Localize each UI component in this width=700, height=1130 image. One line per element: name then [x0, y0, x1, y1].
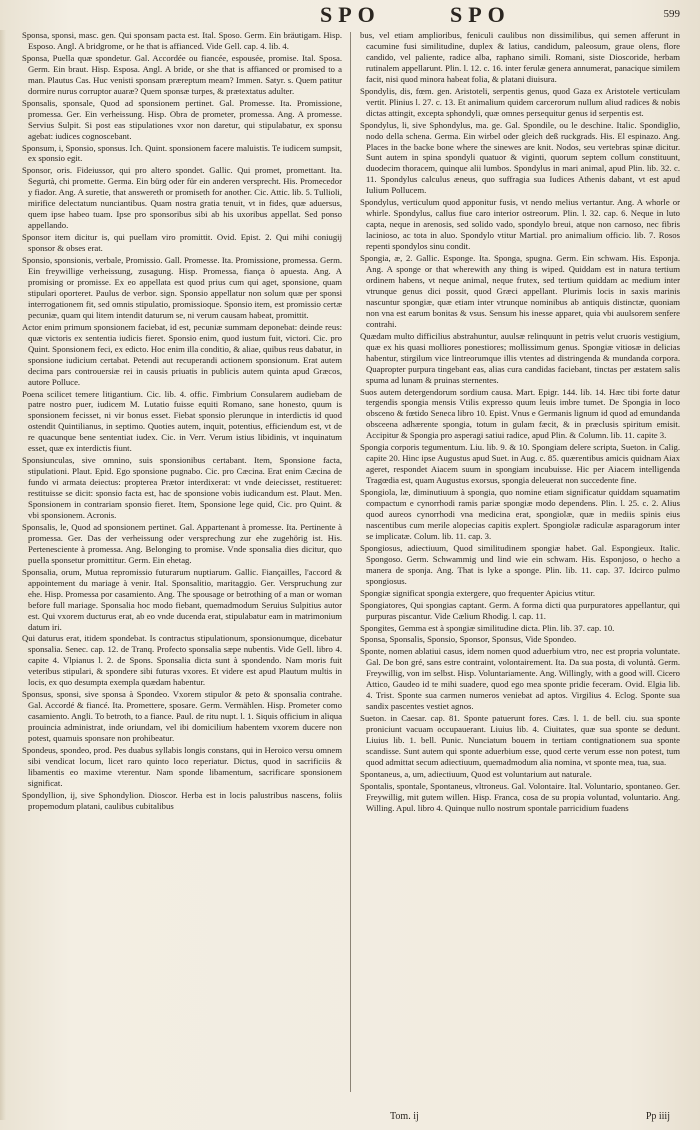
- binding-shadow: [0, 30, 6, 1120]
- dictionary-entry: Sponsiunculas, sive omnino, suis sponsionibus certabant. Item, Sponsione facta, stipulationi. Plaut. Epid. Ego sponsione pugnabo. Cic. pro Cæcina. Erat enim Cæcina de fundo vi armata deiectus: propterea Prætor interdixerat: vt vnde deiecisset, restitueret: restituisse se dicit: sponsio facta est, hac de sponsione vobis iudicandum est. Plaut. Men. Sponsionem in contrariam sponsio fieret. Item, Sponsione lege quid, Cic. pro Quint. & vbi sponsionem. Acronis.: [22, 455, 342, 520]
- dictionary-entry: Spondylis, dis, fœm. gen. Aristoteli, serpentis genus, quod Gaza ex Aristotele verticulam vertit. Plinius l. 27. c. 13. Et animalium quidem carcerorum nullum aliud radices & nobis dictas attingit, excepta sphondyli, quæ omnes persequitur genus id serpentis est.: [360, 85, 680, 118]
- dictionary-entry: Spongites, Gemma est à spongiæ similitudine dicta. Plin. lib. 37. cap. 10.: [360, 622, 615, 633]
- dictionary-entry: Sponsalis, le, Quod ad sponsionem pertinet. Gal. Appartenant à promesse. Ita. Pertinente à promessa. Ger. Das der verheissung oder versprechung zur ehe zugehörig ist. His. Pertenesciente à promessa. Ang. Belonging to promise. Vnde sponsalia dies dicitur, quo puella sponsetur promittitur. Germ. Ein ehetag.: [22, 521, 342, 565]
- dictionary-entry: Spongiæ significat spongia extergere, quo frequenter Apicius vtitur.: [360, 587, 596, 598]
- dictionary-entry: Spongiosus, adiectiuum, Quod similitudinem spongiæ habet. Gal. Espongieux. Italic. Spongoso. Germ. Schwammig und lind wie ein schwam. His. Esponjoso, o hecho a manera de sponja. Ang. That is lyke a sponge. Plin. lib. 11. cap. 37. Idcirco pulmo spongiosus.: [360, 542, 680, 586]
- left-column: [22, 30, 342, 1105]
- dictionary-entry: Sponsa, Puella quæ spondetur. Gal. Accordée ou fiancée, espousée, promise. Ital. Sposa. Germ. Ein braut. Hisp. Esposa. Angl. A bride, or she that is affianced or promised to a man. Plautus Cas. Huc venisti sponsam præreptum meam? Immen. Satyr. s. Quem patitur dormire nurus corruptor auaræ? Quem sponsæ turpes, & prætextatus adulter.: [22, 52, 342, 96]
- running-header: [20, 2, 680, 28]
- page-number: 599: [663, 8, 680, 20]
- right-column: [360, 30, 680, 1105]
- dictionary-entry: Sueton. in Caesar. cap. 81. Sponte patuerunt fores. Cæs. l. 1. de bell. ciu. sua sponte proniciunt vacuam occupauerant. Liuius lib. 4. Ciuitates, quæ sua sponte se dedunt. Liuius lib. 1. bell. Punic. Nunciatum bouem in tertiam contignationem sua sponte scandisse. Sunt autem qui sponte aduerbium esse, quod certe verum esse non potest, tum quod admittat secum adiectiuum, quemadmodum alia nomina, vt sponte mea, tua, sua.: [360, 713, 680, 767]
- dictionary-entry: Sponsalis, sponsale, Quod ad sponsionem pertinet. Gal. Promesse. Ita. Promissione, promessa. Ger. Ein verheissung. Hisp. Obra de prometer, promessa. Ang. A promesse. Servius Sulpit. Si post eas stipulationes vxor non daretur, qui stipulabatur, ex sponsu agebat: iudices cognoscebant.: [22, 97, 342, 141]
- column-divider: [350, 32, 351, 1092]
- dictionary-entry: Spongia, æ, 2. Gallic. Esponge. Ita. Sponga, spugna. Germ. Ein schwam. His. Esponja. Ang. A sponge or that wherewith any thing is wiped. Quiddam est in natura tertium ordinem habens, vt neque animal, neque frutex, sed tertium quiddam ac medium inter vtrunque genus dici possit, quod Græci appellant. Plurimis locis in saxis marinis nascuntur spongiæ, quæ etiam inter vtrunque nominibus ab antiquis distinctæ, quoniam non vna est earum bonitas & vsus. Sensum his inesse apparet, quia vbi auulsorem senfere contrahi.: [360, 253, 680, 329]
- dictionary-entry: Spondylus, li, sive Sphondylus, ma. ge. Gal. Spondile, ou le deschine. Italic. Spondiglio, nodo della schena. Germa. Ein wirbel oder gleich deß ruckgrads. His. El espinazo. Ang. Places in the backe bone where the sinewes are knit. Nodos, seu vertebras spinæ dicitur. Sunt autem in spina spondyli quatuor & viginti, quorum septem collum constituunt, duodecim thoracem, quinque alii lumbos. Spondylus in mari animal, apud Plin. lib. 32. c. 11. Spondylus calculus æneus, quo suffragia sua Iudices Athenis dabant, vt est apud Iulium Pollucem.: [360, 119, 680, 196]
- footer-volume-mark: Tom. ij: [390, 1111, 419, 1122]
- dictionary-entry: Quædam multo difficilius abstrahuntur, auulsæ relinquunt in petris velut cruoris vestigium, quæ ex his quasi molliores ponestiores; mollissimum genus. Spongiæ vitiosæ in delicias habentur, stirgilum vice lintreorumque illis vtentes ad distringenda & mundanda corpora. Quapropter purpura tingebant eas, alias cura candidas faciebant, tinctas per æstatem salis spuma ad lunam & pruinas sternentes.: [360, 330, 680, 385]
- dictionary-entry: Sponsus, sponsi, sive sponsa à Spondeo. Vxorem stipulor & peto & sponsalia contrahe. Gal. Accordé & fiancé. Ita. Promettere, sposare. Germ. Vermählen. Hisp. Prometer como casamiento. Angli. To betroth, to a fiance. Paul. de ritu nupt. l. 1. Siquis officium in aliqua prouincia administrat, inde oriundam, vel ibi domicilium habentem vxorem ducere non potest, quamuis sponsare non prohibeatur.: [22, 689, 342, 744]
- text-columns: [22, 30, 686, 1118]
- dictionary-entry: Sponsio, sponsionis, verbale, Promissio. Gall. Promesse. Ita. Promissione, promessa. Germ. Ein freywillige verheissung, zusagung. Hisp. Promessa, fiança ò apuesta. Ang. A promising or promisse. Ex eo appellata est quod prius cum qui aget, sponsione, quam stipulari oporteret. Paulus de verbor. sign. Sponsio appellatur non solum quæ per sponsi interrogationem fit, sed omnis stipulatio, promissioque. Sponsio item, est promissio certæ pecuniæ, quam qui litem intendit daturum se, ni verum causam habeat, promittit.: [22, 255, 342, 320]
- dictionary-entry: Sponsor item dicitur is, qui puellam viro promittit. Ovid. Epist. 2. Qui mihi coniugij sponsor & obses erat.: [22, 232, 342, 254]
- dictionary-entry: bus, vel etiam amplioribus, feniculi caulibus non dissimilibus, qui semen afferunt in cacumine fusi similitudine, duplex & latius, candidum, paleosum, graue olens, flore candido, vel paliente, radice alba, raphano simili. Romani, siste Dioscoride, herbam rutinalem appellarunt. Plin. l. 12. c. 16. inter ferulæ genera annumerat, panacique similem facit, nisi quod minora habeat folia, & platani diuisura.: [360, 30, 680, 84]
- dictionary-entry: Spongia corporis tegumentum. Liu. lib. 9. & 10. Spongiam delere scripta, Sueton. in Calig. capite 20. Hinc ipse Augustus apud Suet. in Aug. c. 85. quærentibus amicis quidnam Aiax ageret, respondet Aiacem suum in spongiam incubuisse. Hic per Aiacem intelligenda Tragœdia est, quam Augustus exorsus, spongia deleuerat non succedente fine.: [360, 442, 680, 486]
- header-word-left: SPO: [320, 2, 381, 27]
- dictionary-entry: Sponsum, i, Sponsio, sponsus. Ich. Quint. sponsionem facere maluistis. Te iudicem sumpsit, ex sponsio egit.: [22, 142, 342, 164]
- dictionary-entry: Spondylus, verticulum quod apponitur fusis, vt nendo melius vertantur. Ang. A whorle or whirle. Spondylus, callus fiue caro interior ostreorum. Plin. l. 32. cap. 6. Neque in luto capta, neque in arenosis, sed solido vado, spondylo breui, atque non carnoso, nec fibris lacinioso, ac tota in aluo. Spondylo vtitur Martial. pro animalium officio. lib. 7. Rosos repenti spondylos sinu condit.: [360, 197, 680, 252]
- dictionary-entry: Spondyllion, ij, sive Sphondylion. Dioscor. Herba est in locis palustribus nascens, foliis propemodum platani, caulibus cubitalibus: [22, 789, 342, 811]
- dictionary-entry: Sponsalia, orum, Mutua repromissio futurarum nuptiarum. Gallic. Fiançailles, l'accord & appointement du mariage à venir. Ital. Sponsalitio, maritaggio. Ger. Verspruchung zur ehe. Hisp. Promessa por casamiento. Ang. The spousage or betrothing of a man or woman before full mariage. Sponsalia hoc modo fiebant, quemadmodum Seruius Sulpitius autor est. Qui vxorem ducturus erat, ab eo vnde ducenda erat, stipulabatur eam in matrimonium datum iri.: [22, 566, 342, 632]
- dictionary-entry: Spongiatores, Qui spongias captant. Germ. A forma dicti qua purpuratores appellantur, qui purpuras piscantur. Vide Cælium Rhodig. l. cap. 11.: [360, 599, 680, 621]
- dictionary-entry: Sponsor, oris. Fideiussor, qui pro altero spondet. Gallic. Qui promet, promettant. Ita. Segurtà, chi promette. Germa. Ein bürg oder für ein anderen versprecht. His. Promecedor y fiador. Ang. A suretie, that answereth or promiseth for another. Cic. Attic. lib. 5. Tullioli, mirifice delectatum nunciantibus. Quam nostra gratia tenuit, vt in fides, quæ aduersus, quem ipse habeo tuam. Ipse pro sponsoribus sibi ab his uxoribus appellat. Sed ponso appellando.: [22, 165, 342, 231]
- dictionary-entry: Spongiola, læ, diminutiuum à spongia, quo nomine etiam significatur quiddam squamatim compactum e cynorrhodi ramis pariæ spongiæ modo dependens. Plin. l. 25. c. 2. Alius quod aureos cynorrhodi vna medicina erat, spongiolæ, quæ in mediis spinis eius nascentibus cum merile alopecias capitis explert. Spongiolæ radiculæ asparagorum inter se implicatæ. Colum. lib. 11. cap. 3.: [360, 487, 680, 541]
- dictionary-entry: Spondeus, spondeo, prod. Pes duabus syllabis longis constans, qui in Heroico versu omnem sibi vendicat locum, licet raro quinto loco reperiatur. Dictus, quod in sacrificiis & libamentis eo maxime vterentur. Nam sponde libamentum, sacrificare sponsionem significat.: [22, 745, 342, 788]
- dictionary-entry: Sponte, nomen ablatiui casus, idem nomen quod aduerbium vtro, nec est propria voluntate. Gal. De bon gré, sans estre contraint, volontairement. Ita. Da sua posta, di voluntà. Germ. Freywillig, von im selbst. Hisp. Voluntariamente. Ang. Willingly, with a good will. Cicero Attico, Gaudeo id te mihi suadere, quod ego mea sponte pridie feceram. Ovid. Elgia lib. 4. Trist. Sponte sua carmen numeros veniebat ad aptos. Virgilius 4. Eclog. Sponte sua sandix pascentes vestiet agnos.: [360, 646, 680, 712]
- dictionary-entry: Spontalis, spontale, Spontaneus, vltroneus. Gal. Volontaire. Ital. Voluntario, spontaneo. Ger. Freywillig, mit gutem willen. Hisp. Franca, cosa de su propia voluntad, voluntario. Ang. Willing. Apul. libro 4. Quinque nullo nostrum spontale parricidium fuadens: [360, 780, 680, 813]
- dictionary-entry: Qui daturus erat, itidem spondebat. Is contractus stipulationum, sponsionumque, dicebatur sponsalia. Senec. cap. 12. de Tranq. Profecto sponsalia sæpe nubentis. Vide Gell. libro 4. capite 4. Vlpianus l. 2. de Spons. Sponsalia dicta sunt à spondendo. Nam moris fuit veteribus stipulari, & spondere sibi futuras vxores. Et videre est apud Plautum multis in locis, ex quo desumpta exempla quædam habentur.: [22, 633, 342, 688]
- dictionary-entry: Actor enim primum sponsionem faciebat, id est, pecuniæ summam deponebat: deinde reus: quæ victoris ex sententia iudicis fieret. Sponsio enim, quod iustum fuit, victori. Cic. pro Quint. Sponsionem feci, ex edicto. Hoc enim illa conditio, & aliae, quibus reus dabatur, in sponsione iudicium certabat. Petendi aut recuperandi actionem sponsionum. Erat autem decima pars controuersiæ rei in causis priuatis in publicis autem quinta apud Græcos, autore Polluce.: [22, 321, 342, 387]
- dictionary-entry: Suos autem detergendorum sordium causa. Mart. Epigr. 144. lib. 14. Hæc tibi forte datur tergendis spongia mensis Vtilis expresso quum leuis imbre tumet. De Spongia in loco obsceno & fœtido Seneca libro 10. Epist. Vnus e Germanis lignum id quod ad emundanda obsceena adhærente spongia, totum in gulam fæcit, & in præclusis spiritum emisit. Accipitur & Spongia pro asperagi satiui radice, apud Plin. & Column. lib. 11. capite 3.: [360, 386, 680, 441]
- dictionary-entry: Sponsa, sponsi, masc. gen. Qui sponsam pacta est. Ital. Sposo. Germ. Ein bräutigam. Hisp. Esposo. Angl. A bridgrome, or he that is affianced. Vide Gell. cap. 4. lib. 4.: [22, 30, 342, 51]
- dictionary-entry: Sponsa, Sponsalis, Sponsio, Sponsor, Sponsus, Vide Spondeo.: [360, 634, 577, 645]
- dictionary-entry: Poena scilicet temere litigantium. Cic. lib. 4. offic. Fimbrium Consularem audiebam de patre nostro puer, iudicem M. Lutatio fuisse equiti Romano, sane honesto, quum is sponsionem fecisset, ni vir bonus esset. Fiebat sponsio plerunque in interdictis id quod ostendit Quintilianus, in septimo. Quoties autem, inquit, potentius, efficiendum est, vt de re quacunque bene sententiat iudex. Cic. in Verr. Verum istius libidinis, vt inquinatum esset, quæ ex interdictis fiunt.: [22, 388, 342, 454]
- header-word-right: SPO: [450, 2, 511, 27]
- dictionary-entry: Spontaneus, a, um, adiectiuum, Quod est voluntarium aut naturale.: [360, 768, 592, 779]
- footer-signature-mark: Pp iiij: [645, 1111, 670, 1122]
